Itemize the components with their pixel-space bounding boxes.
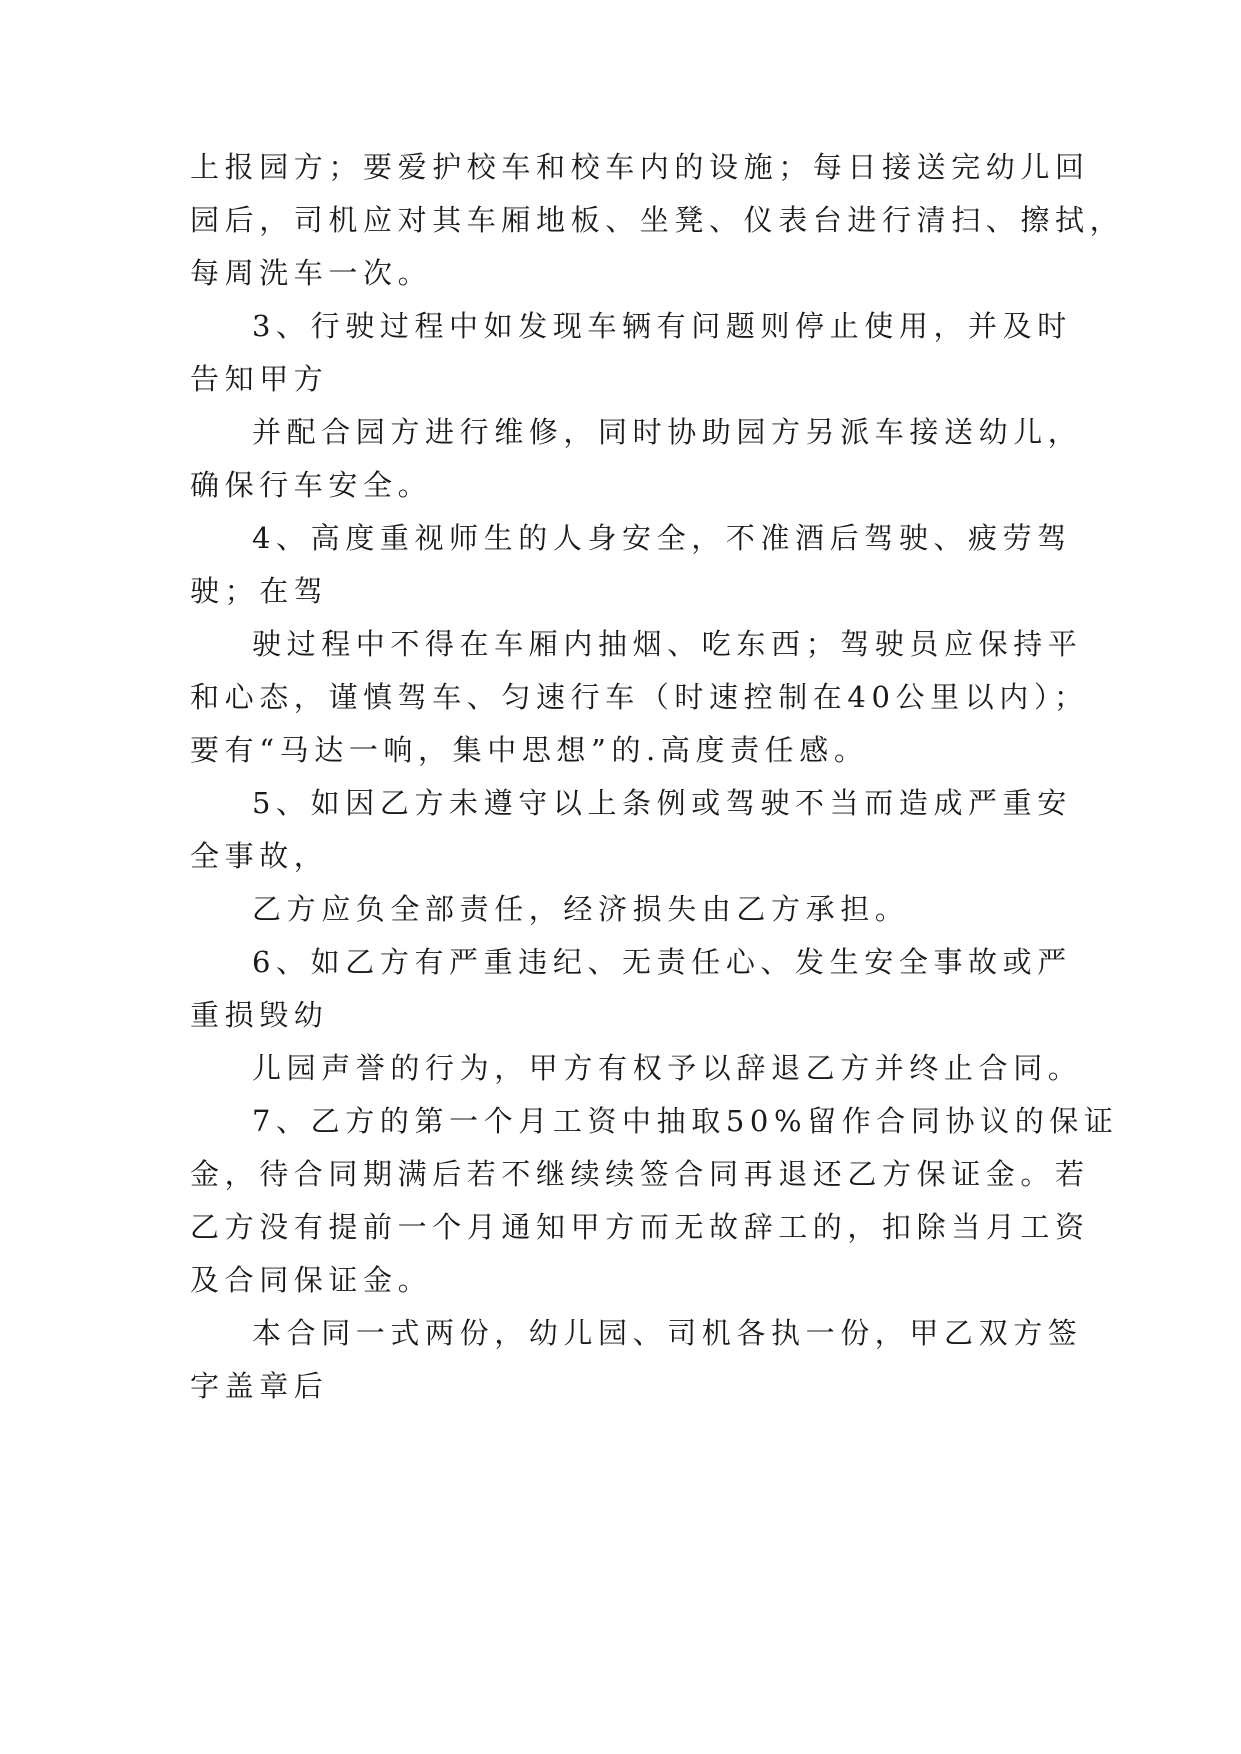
text-line: 儿园声誉的行为，甲方有权予以辞退乙方并终止合同。 — [252, 1051, 1083, 1085]
text-line: 乙方没有提前一个月通知甲方而无故辞工的，扣除当月工资 — [190, 1210, 1090, 1244]
text-line: 乙方应负全部责任，经济损失由乙方承担。 — [252, 892, 910, 926]
paragraph-5-start: 5、如因乙方未遵守以上条例或驾驶不当而造成严重安 — [252, 786, 1072, 820]
text-line: 要有“马达一响，集中思想”的.高度责任感。 — [190, 733, 869, 767]
paragraph-3-start: 3、行驶过程中如发现车辆有问题则停止使用，并及时 — [252, 309, 1072, 343]
text-line: 字盖章后 — [190, 1369, 329, 1403]
text-line: 告知甲方 — [190, 362, 329, 396]
text-line: 和心态，谨慎驾车、匀速行车（时速控制在40公里以内）； — [190, 680, 1089, 714]
text-line: 并配合园方进行维修，同时协助园方另派车接送幼儿， — [252, 415, 1083, 449]
text-line: 重损毁幼 — [190, 998, 329, 1032]
paragraph-7-start: 7、乙方的第一个月工资中抽取50%留作合同协议的保证 — [252, 1104, 1119, 1138]
text-line: 确保行车安全。 — [190, 468, 433, 502]
text-line: 驶；在驾 — [190, 574, 329, 608]
text-line: 每周洗车一次。 — [190, 256, 433, 290]
text-line: 驶过程中不得在车厢内抽烟、吃东西；驾驶员应保持平 — [252, 627, 1083, 661]
text-line: 及合同保证金。 — [190, 1263, 433, 1297]
paragraph-6-start: 6、如乙方有严重违纪、无责任心、发生安全事故或严 — [252, 945, 1072, 979]
text-line: 园后，司机应对其车厢地板、坐凳、仪表台进行清扫、擦拭， — [190, 203, 1125, 237]
text-line: 上报园方；要爱护校车和校车内的设施；每日接送完幼儿回 — [190, 150, 1090, 184]
paragraph-4-start: 4、高度重视师生的人身安全，不准酒后驾驶、疲劳驾 — [252, 521, 1072, 555]
text-line: 全事故， — [190, 839, 329, 873]
text-line: 金，待合同期满后若不继续续签合同再退还乙方保证金。若 — [190, 1157, 1090, 1191]
closing-paragraph-start: 本合同一式两份，幼儿园、司机各执一份，甲乙双方签 — [252, 1316, 1083, 1350]
